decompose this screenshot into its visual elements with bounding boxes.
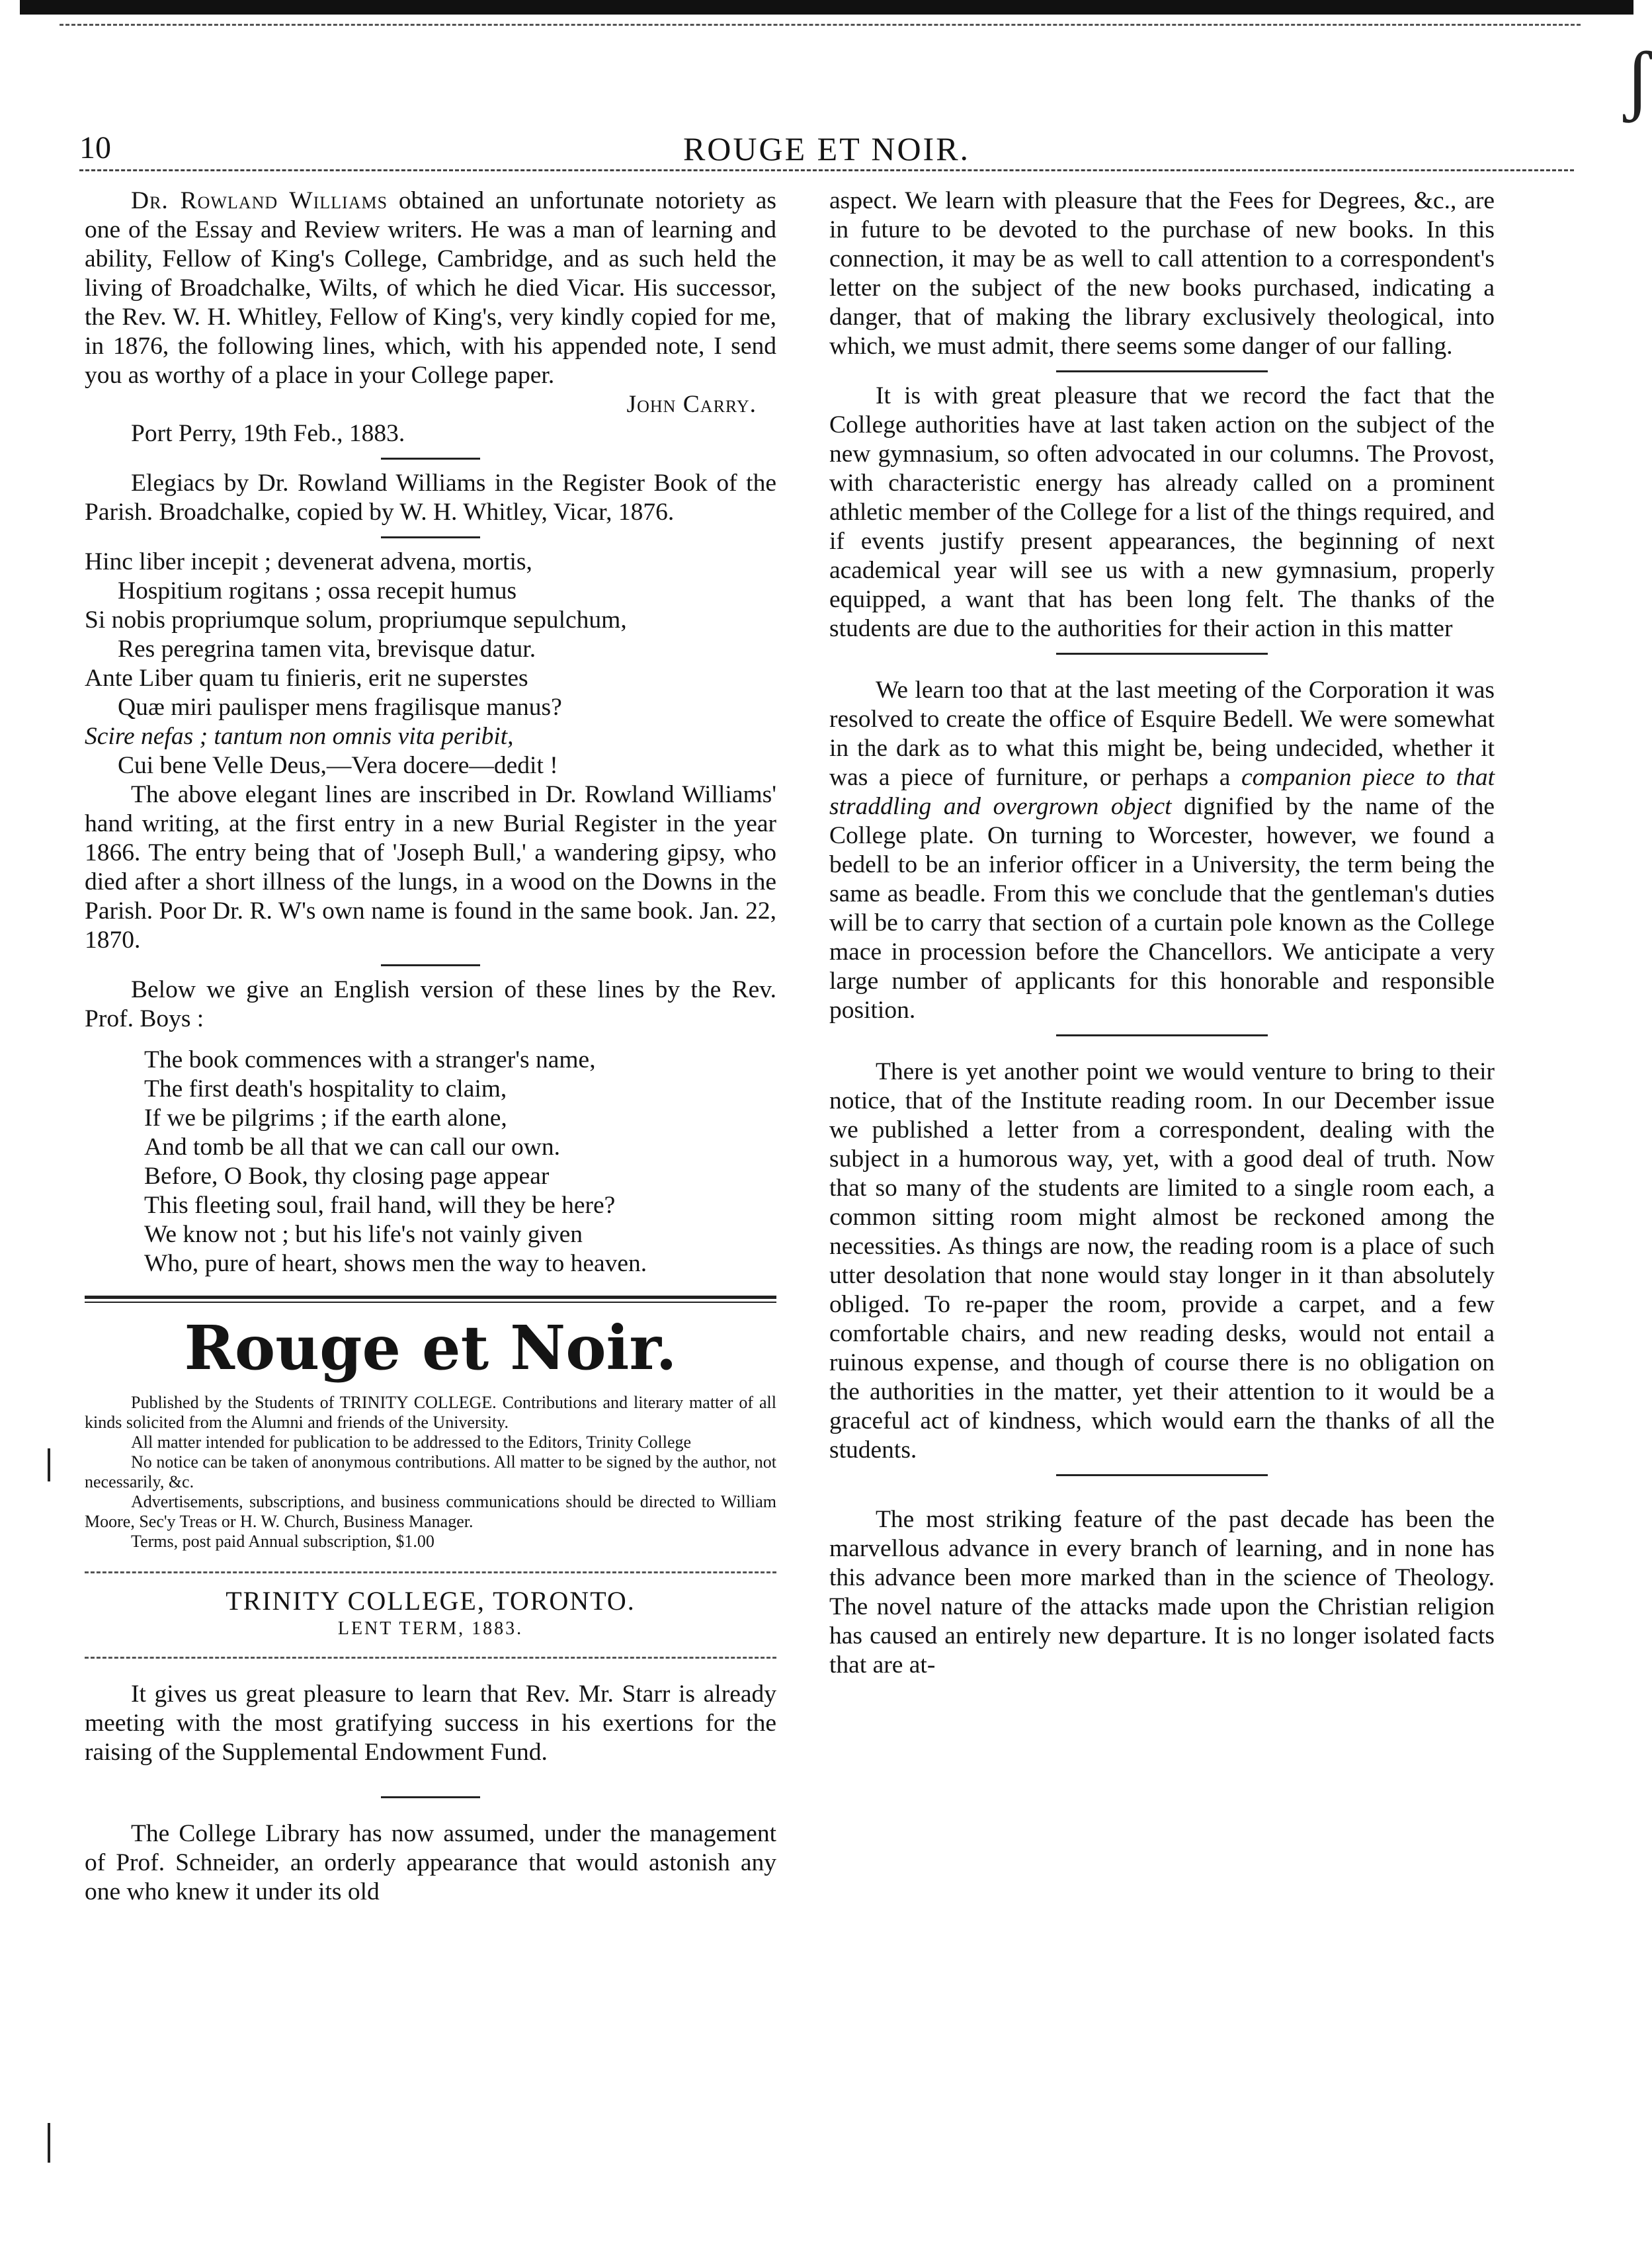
scan-top-border [20, 0, 1633, 15]
latin-verse [85, 548, 776, 780]
scan-top-dashes [60, 24, 1581, 26]
verse-line: We know not ; but his life's not vainly given [144, 1221, 583, 1248]
letter-signature: John Carry. [626, 391, 757, 418]
library-paragraph: The College Library has now assumed, under the management of Prof. Schneider, an orderly appearance that would astonish any one who knew it under its old [85, 1820, 776, 1905]
verse-line: Res peregrina tamen vita, brevisque datur. [118, 636, 536, 663]
section-divider [85, 1657, 776, 1659]
masthead-rule [85, 1302, 776, 1303]
masthead-rule [85, 1296, 776, 1299]
library-continued: aspect. We learn with pleasure that the Fees for Degrees, &c., are in future to be devoted to the purchase of new books. In this connection, it may be as well to call attention to a correspondent's letter on the subject of the new books purchased, indicating a danger, that of making the library exclusively theological, into which, we must admit, there seems some danger of our falling. [829, 187, 1495, 360]
bedell-paragraph: We learn too that at the last meeting of the Corporation it was resolved to create the office of Esquire Bedell. We were somewhat in the dark as to what this might be, being undecided, whether it was a piece of furniture, or perhaps a companion piece to that straddling and overgrown object dignified by the name of the College plate. On turning to Worcester, however, we found a bedell to be an inferior officer in a University, the term being the same as beadle. From this we conclude that the gentleman's duties will be to carry that section of a curtain pole known as the College mace in procession before the Chancellors. We anticipate a very large number of applicants for this honorable and responsible position. [829, 677, 1495, 1024]
english-verse [85, 1046, 776, 1278]
verse-line: Hospitium rogitans ; ossa recepit humus [118, 577, 517, 604]
verse-line: Before, O Book, thy closing page appear [144, 1163, 550, 1190]
verse-line: Si nobis propriumque solum, propriumque sepulchum, [85, 606, 627, 634]
burial-note: The above elegant lines are inscribed in Dr. Rowland Williams' hand writing, at the first entry in a new Burial Register in the year 1866. The entry being that of 'Joseph Bull,' a wandering gipsy, who died after a short illness of the lungs, in a wood on the Downs in the Parish. Poor Dr. R. W's own name is found in the same book. Jan. 22, 1870. [85, 781, 776, 954]
term-heading: LENT TERM, 1883. [337, 1618, 524, 1639]
section-divider [1056, 1474, 1268, 1476]
left-column [85, 187, 776, 1907]
page-number: 10 [79, 130, 111, 165]
verse-line: The book commences with a stranger's name, [144, 1046, 596, 1073]
verse-line: Hinc liber incepit ; devenerat advena, mortis, [85, 548, 532, 575]
college-heading: TRINITY COLLEGE, TORONTO. [226, 1586, 636, 1616]
notice-line: Advertisements, subscriptions, and business communications should be directed to William Moore, Sec'y Treas or H. W. Church, Business Manager. [85, 1492, 776, 1531]
scan-corner-mark: ʃ [1624, 35, 1651, 123]
section-divider [85, 1571, 776, 1573]
right-column [829, 187, 1495, 1680]
verse-line: Ante Liber quam tu finieris, erit ne superstes [85, 665, 528, 692]
verse-line: Who, pure of heart, shows men the way to heaven. [144, 1250, 647, 1277]
letter-dateline: Port Perry, 19th Feb., 1883. [131, 420, 405, 447]
verse-line: Cui bene Velle Deus,—Vera docere—dedit ! [118, 752, 558, 779]
verse-line: Scire nefas ; tantum non omnis vita peribit, [85, 723, 514, 750]
section-divider [381, 964, 480, 966]
verse-line: And tomb be all that we can call our own. [144, 1134, 560, 1161]
reading-room-paragraph: There is yet another point we would venture to bring to their notice, that of the Institute reading room. In our December issue we published a letter from a correspondent, dealing with the subject in a humorous way, yet, with a good deal of truth. Now that so many of the students are limited to a single room each, a common sitting room might almost be reckoned among the necessities. As things are now, the reading room is a place of such utter desolation that none would stay longer in it than absolutely obliged. To re-paper the room, provide a carpet, and a few comfortable chairs, and new reading desks, would not entail a ruinous expense, and though of course there is no obligation on the authorities in the matter, yet their attention to it would be a graceful act of kindness, which would earn the thanks of all the students. [829, 1058, 1495, 1464]
notice-line: All matter intended for publication to be addressed to the Editors, Trinity College [131, 1433, 692, 1452]
section-divider [1056, 370, 1268, 372]
verse-line: If we be pilgrims ; if the earth alone, [144, 1104, 507, 1132]
verse-line: The first death's hospitality to claim, [144, 1075, 507, 1102]
scan-margin-mark [48, 2123, 50, 2163]
section-divider [381, 536, 480, 538]
section-divider [381, 458, 480, 460]
gymnasium-paragraph: It is with great pleasure that we record the fact that the College authorities have at last taken action on the subject of the new gymnasium, so often advocated in our columns. The Provost, with characteristic energy has already called on a prominent athletic member of the College for a list of the things required, and if events justify present appearances, the beginning of next academical year will see us with a new gymnasium, properly equipped, a want that has been long felt. The thanks of the students are due to the authorities for their action in this matter [829, 382, 1495, 642]
starr-paragraph: It gives us great pleasure to learn that Rev. Mr. Starr is already meeting with the most gratifying success in his exertions for the raising of the Supplemental Endowment Fund. [85, 1681, 776, 1766]
verse-line: This fleeting soul, frail hand, will they be here? [144, 1192, 616, 1219]
masthead-title: Rouge et Noir. [184, 1312, 677, 1384]
scan-margin-mark [48, 1448, 50, 1481]
letter-body: obtained an unfortunate notoriety as one of the Essay and Review writers. He was a man of learning and ability, Fellow of King's College, Cambridge, and as such held the living of Broadchalke, Wilts, of which he died Vicar. His successor, the Rev. W. H. Whitley, Fellow of King's, very kindly copied for me, in 1876, the following lines, which, with his appended note, I send you as worthy of a place in your College paper. [85, 187, 776, 389]
page-title: ROUGE ET NOIR. [682, 130, 971, 167]
section-divider [381, 1796, 480, 1798]
notice-line: No notice can be taken of anonymous contributions. All matter to be signed by the author, not necessarily, &c. [85, 1452, 776, 1491]
notice-line: Published by the Students of TRINITY COLLEGE. Contributions and literary matter of all kinds solicited from the Alumni and friends of the University. [85, 1393, 776, 1432]
notice-line: Terms, post paid Annual subscription, $1.00 [131, 1532, 434, 1551]
section-divider [1056, 1034, 1268, 1036]
header-rule [79, 169, 1574, 171]
verse-line: Quæ miri paulisper mens fragilisque manus? [118, 694, 562, 721]
english-intro: Below we give an English version of these lines by the Rev. Prof. Boys : [85, 976, 776, 1032]
decade-paragraph: The most striking feature of the past decade has been the marvellous advance in every branch of learning, and in none has this advance been more marked than in the science of Theology. The novel nature of the attacks made upon the Christian religion has caused an entirely new departure. It is no longer isolated facts that are at- [829, 1506, 1495, 1679]
publication-notice [85, 1393, 776, 1552]
elegiacs-intro: Elegiacs by Dr. Rowland Williams in the Register Book of the Parish. Broadchalke, copied by W. H. Whitley, Vicar, 1876. [85, 470, 776, 526]
letter-lead: Dr. Rowland Williams [131, 187, 388, 214]
letter-paragraph [85, 187, 776, 390]
section-divider [1056, 653, 1268, 655]
